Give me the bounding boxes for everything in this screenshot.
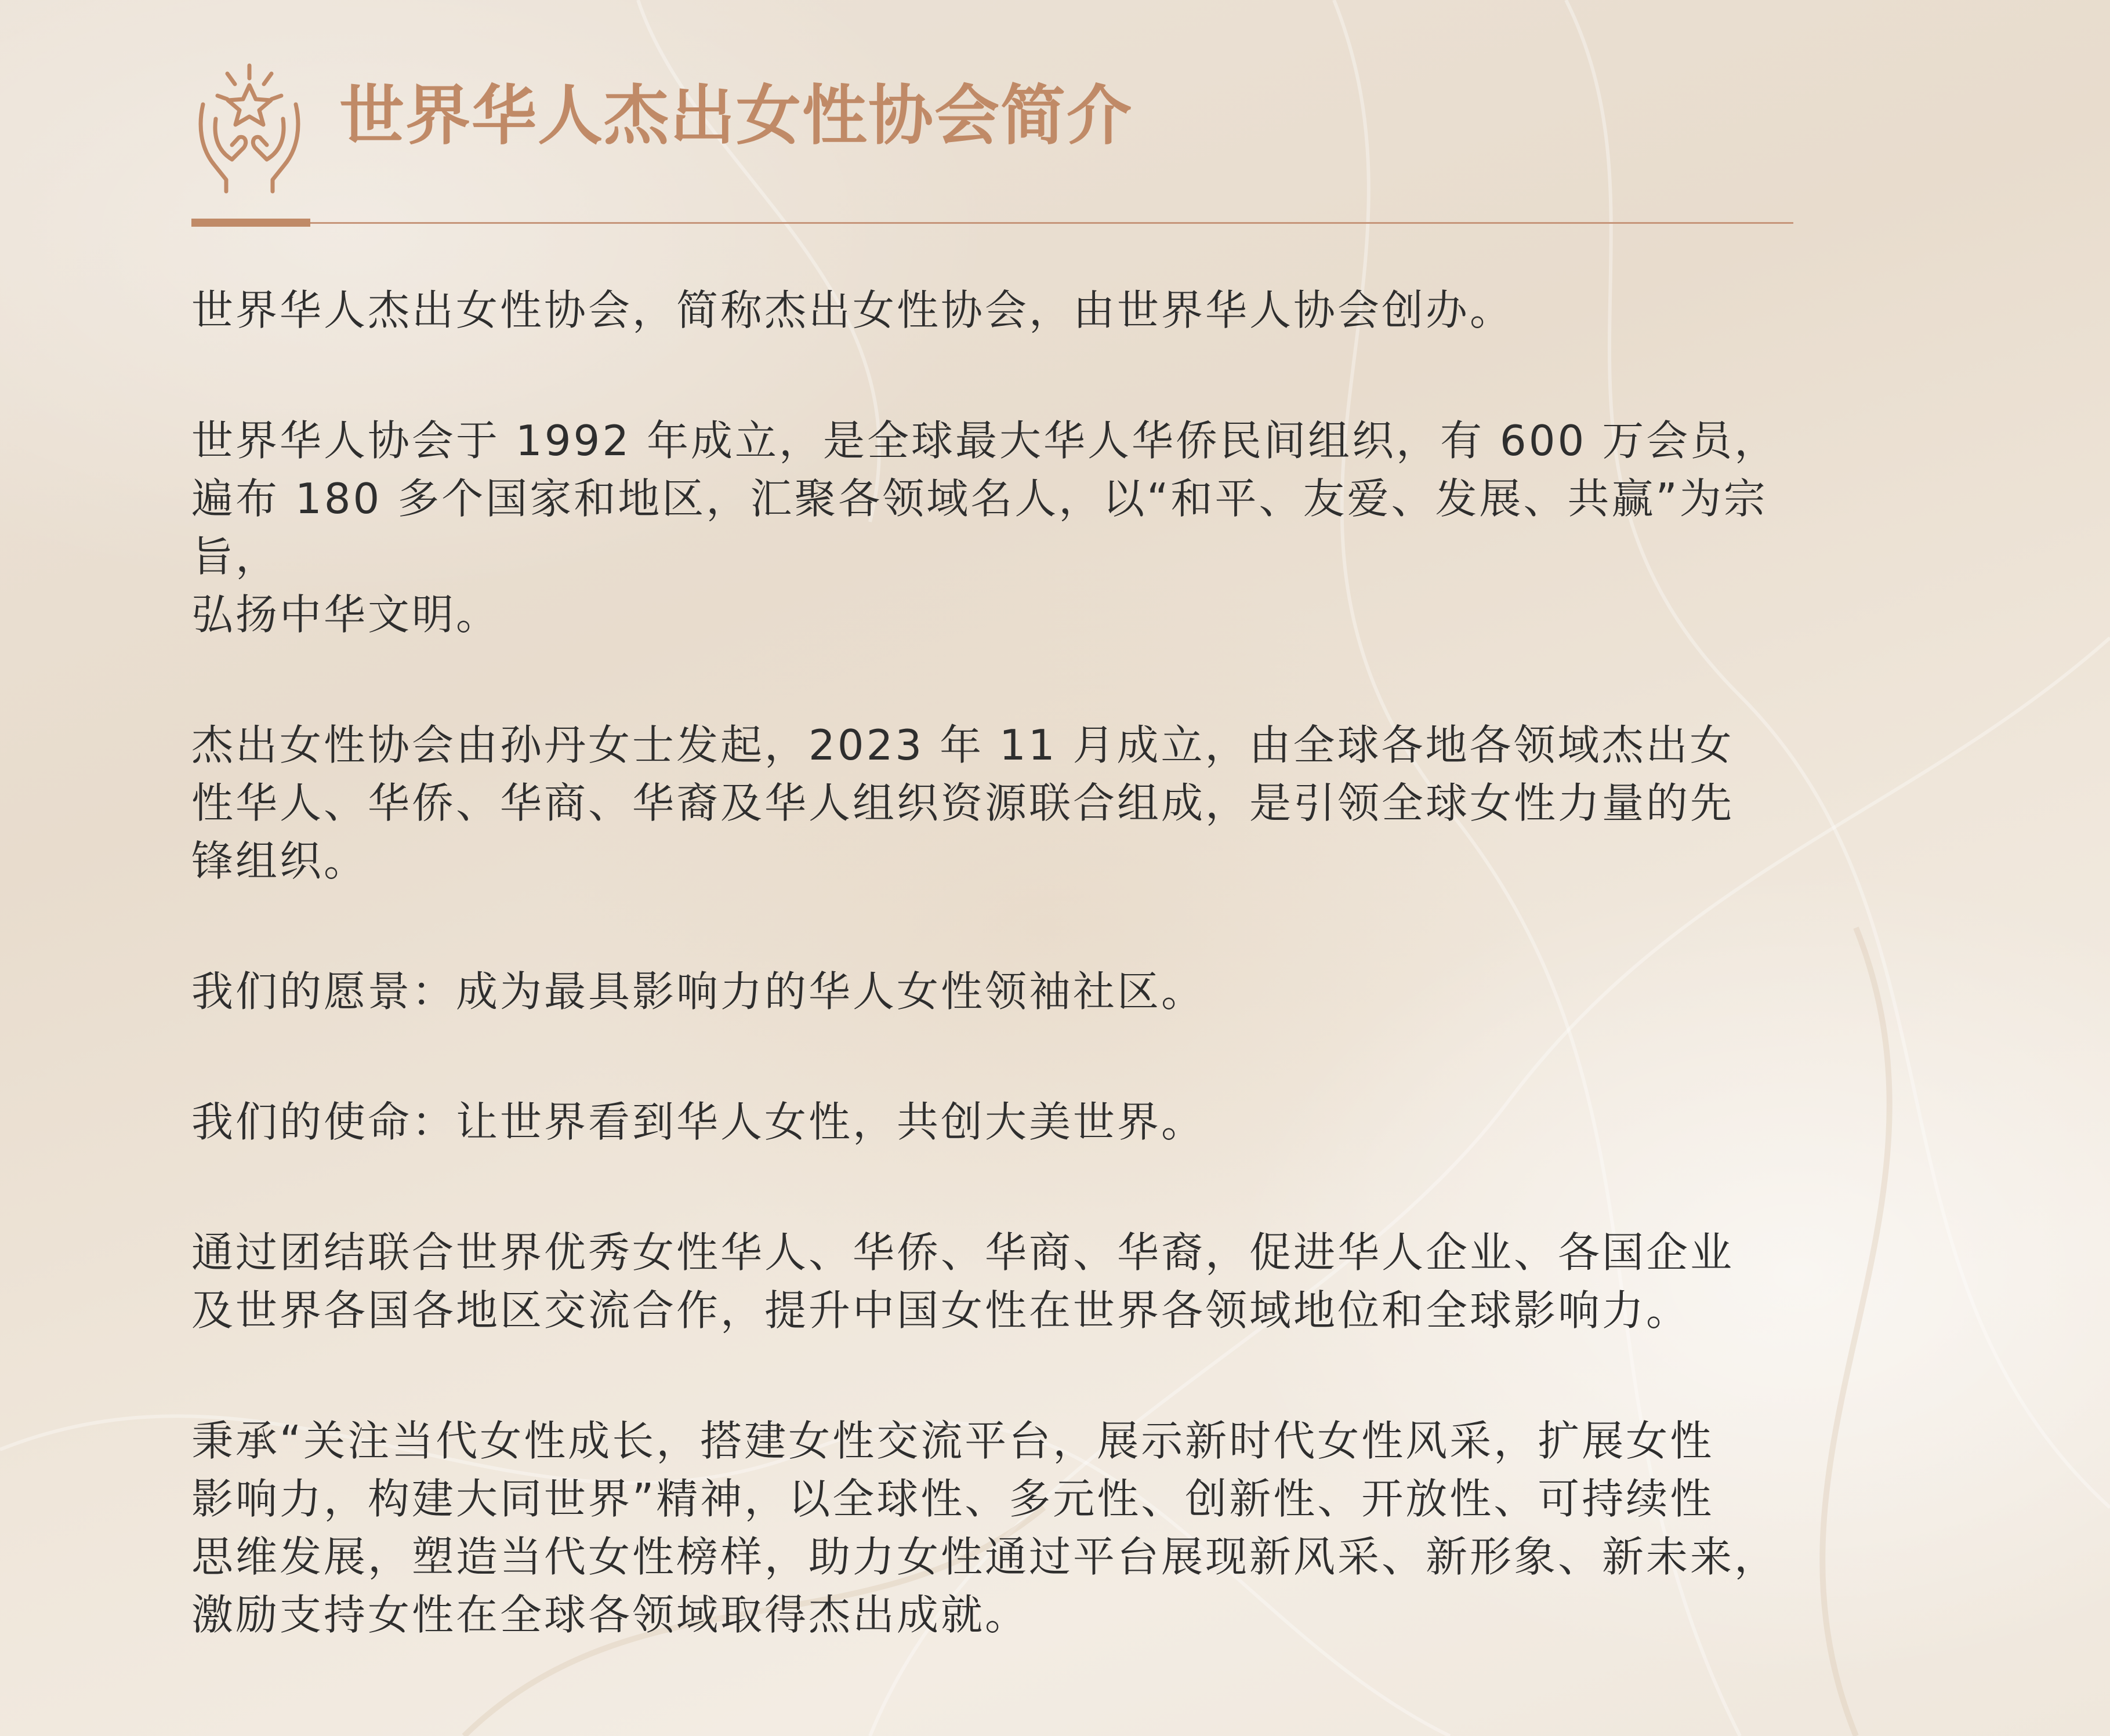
paragraph-spirit: 秉承“关注当代女性成长，搭建女性交流平台，展示新时代女性风采，扩展女性 影响力，构建大同世界”精神，以全球性、多元性、创新性、开放性、可持续性 思维发展，塑造当代女性榜样，助力女性通过平台展现新风采、新形象、新未来， 激励支持女性在全球各领域取得杰出成就。 [191, 1417, 1779, 1639]
page-title: 世界华人杰出女性协会简介 [339, 78, 1133, 154]
title-divider-accent [191, 219, 310, 227]
hands-star-icon [191, 61, 307, 194]
paragraph-vision: 我们的愿景：成为最具影响力的华人女性领袖社区。 [191, 967, 1206, 1016]
paragraph-goals: 通过团结联合世界优秀女性华人、华侨、华商、华裔，促进华人企业、各国企业 及世界各国各地区交流合作，提升中国女性在世界各领域地位和全球影响力。 [191, 1228, 1735, 1335]
intro-content [191, 281, 1804, 1716]
paragraph-intro: 世界华人杰出女性协会，简称杰出女性协会，由世界华人协会创办。 [191, 286, 1514, 335]
paragraph-history: 世界华人协会于 1992 年成立，是全球最大华人华侨民间组织，有 600 万会员， 遍布 180 多个国家和地区，汇聚各领域名人，以“和平、友爱、发展、共赢”为宗旨， 弘扬中华文明。 [191, 416, 1779, 639]
paragraph-mission: 我们的使命：让世界看到华人女性，共创大美世界。 [191, 1098, 1206, 1146]
header [191, 55, 1798, 229]
paragraph-founding: 杰出女性协会由孙丹女士发起，2023 年 11 月成立，由全球各地各领域杰出女 性华人、华侨、华商、华裔及华人组织资源联合组成，是引领全球女性力量的先 锋组织。 [191, 721, 1735, 885]
title-divider [191, 222, 1793, 224]
